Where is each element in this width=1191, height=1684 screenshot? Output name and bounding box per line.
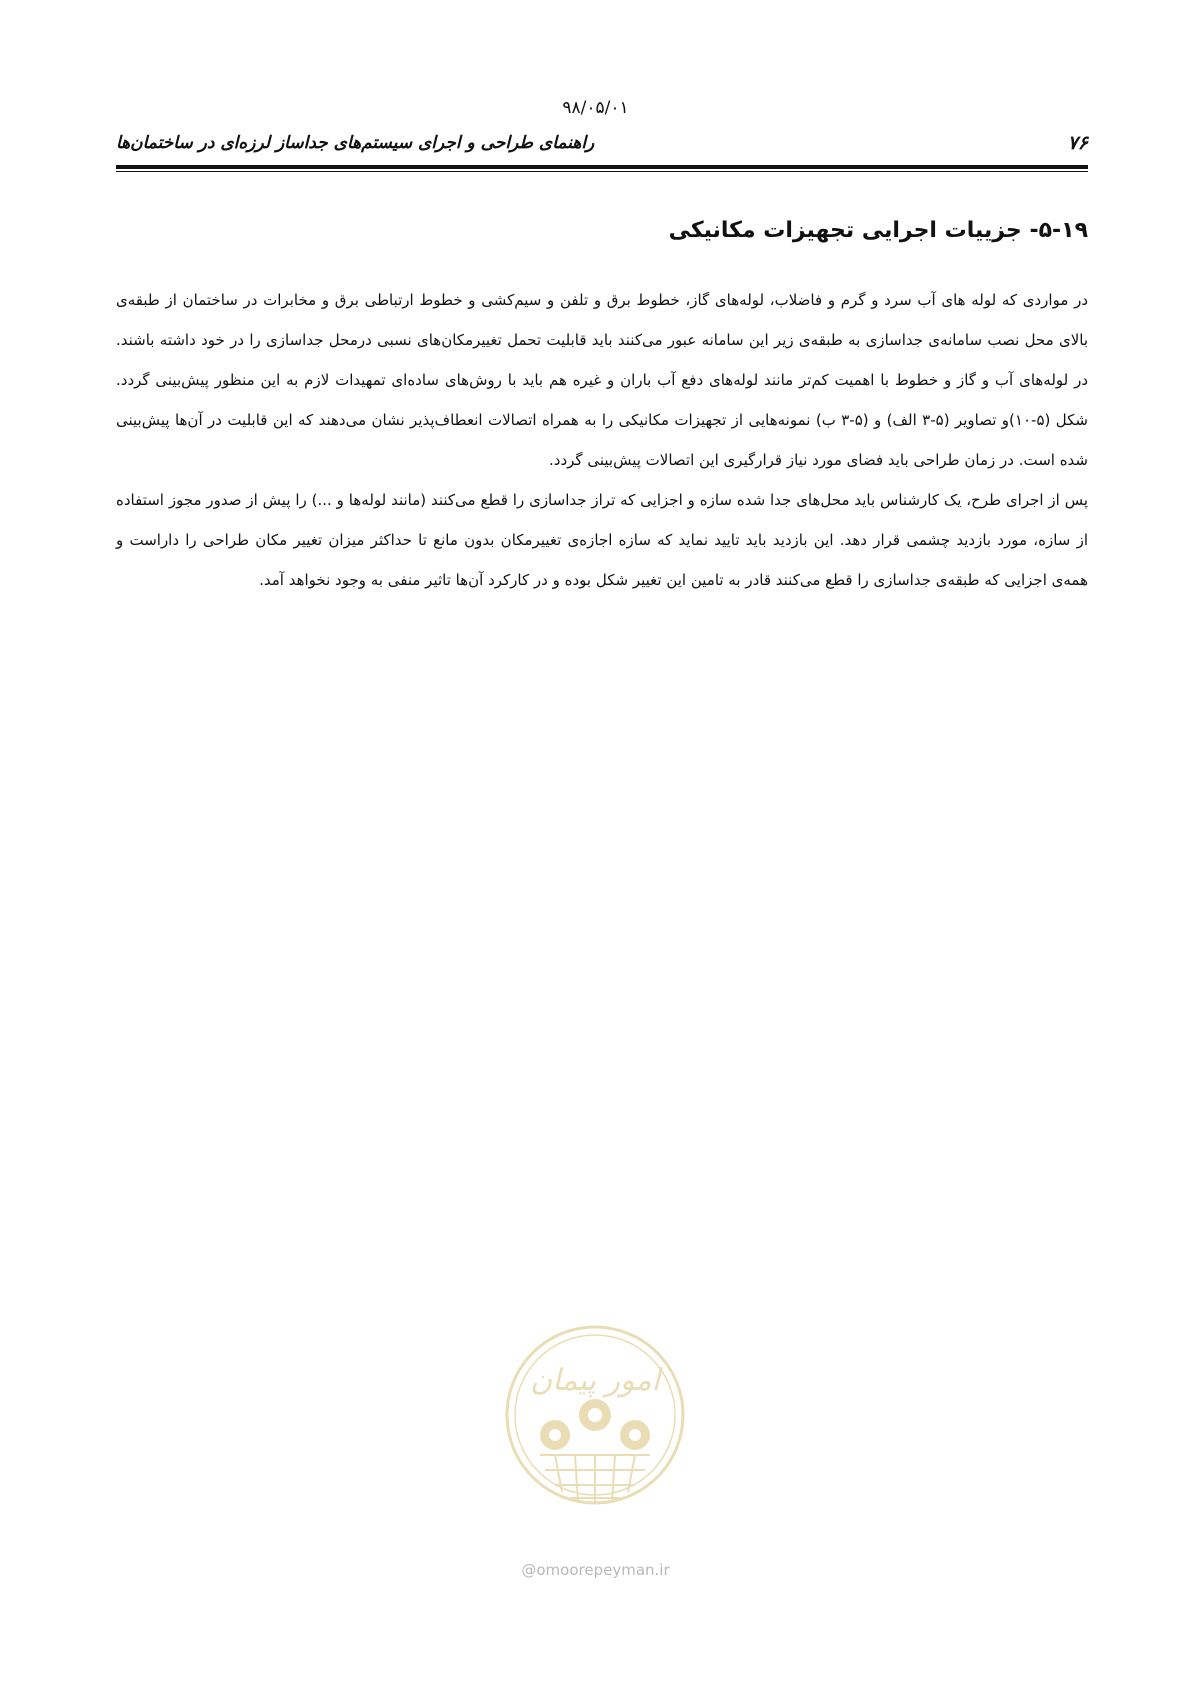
header-rule-thin [116,171,1088,172]
paragraph: پس از اجرای طرح، یک کارشناس باید محل‌های جدا شده سازه و اجزایی که تراز جداسازی را قطع می‌کنند (مانند لوله‌ها و ...) را پیش از صدور مجوز استفاده از سازه، مورد بازدید چشمی قرار دهد. این بازدید باید تایید نماید که سازه اجازه‌ی تغییرمکان بدون مانع تا حداکثر میزان تغییر مکان طراحی را داراست و همه‌ی اجزایی که طبقه‌ی جداسازی را قطع می‌کنند قادر به تامین این تغییر شکل بوده و در کارکرد آن‌ها تاثیر منفی به وجود نخواهد آمد. [116,491,1088,589]
header-rule-thick [116,165,1088,169]
watermark-url: @omoorepeyman.ir [521,1561,670,1579]
page-header [116,124,1088,164]
section-heading: ۵-۱۹- جزییات اجرایی تجهیزات مکانیکی [668,218,1088,243]
body-text [116,280,1088,600]
document-date: ۹۸/۰۵/۰۱ [562,98,629,118]
paragraph: در مواردی که لوله های آب سرد و گرم و فاضلاب، لوله‌های گاز، خطوط برق و تلفن و سیم‌کشی و خطوط ارتباطی برق و مخابرات در ساختمان از طبقه‌ی بالای محل نصب سامانه‌ی جداسازی به طبقه‌ی زیر این سامانه عبور می‌کنند باید قابلیت تحمل تغییرمکان‌های نسبی درمحل جداسازی را در خود داشته باشند. در لوله‌های آب و گاز و خطوط با اهمیت کم‌تر مانند لوله‌های دفع آب باران و غیره هم باید با روش‌های ساده‌ای تمهیدات لازم به این منظور پیش‌بینی گردد. شکل (۵-۱۰)و تصاویر (۵-۳ الف) و (۵-۳ ب) نمونه‌هایی از تجهیزات مکانیکی را به همراه اتصالات انعطاف‌پذیر نشان می‌دهند که این قابلیت در آن‌ها پیش‌بینی شده است. در زمان طراحی باید فضای مورد نیاز قرارگیری این اتصالات پیش‌بینی گردد. [116,291,1088,469]
running-title: راهنمای طراحی و اجرای سیستم‌های جداساز لرزه‌ای در ساختمان‌ها [116,133,595,153]
watermark-logo [500,1320,690,1550]
page-number: ۷۶ [1067,132,1088,154]
watermark-logo-text: امور پیمان [530,1363,660,1398]
